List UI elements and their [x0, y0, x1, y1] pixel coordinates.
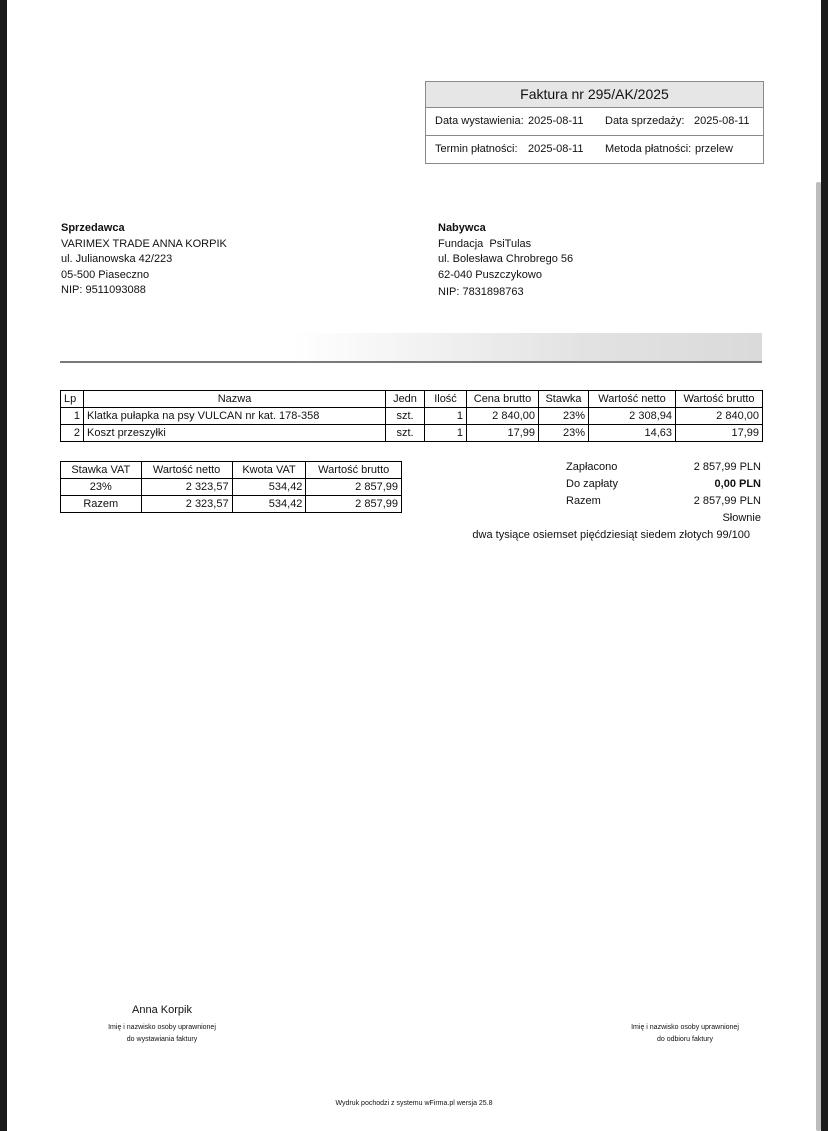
- issuer-signature: [67, 1003, 257, 1046]
- vat-rate: Razem: [61, 496, 142, 513]
- receiver-signature: [590, 1022, 780, 1046]
- payment-row: [426, 135, 763, 163]
- item-gross-value: 2 840,00: [676, 408, 763, 425]
- seller-street: ul. Julianowska 42/223: [61, 253, 173, 265]
- issue-date-value: 2025-08-11: [528, 115, 584, 127]
- col-unit: Jedn: [386, 391, 425, 408]
- vat-tax: 534,42: [232, 496, 306, 513]
- print-footer: Wydruk pochodzi z systemu wFirma.pl wersja 25.8: [335, 1100, 493, 1107]
- section-divider: [60, 333, 762, 363]
- items-header-row: [61, 391, 763, 408]
- item-vat-rate: 23%: [539, 425, 589, 442]
- vat-col-gross: Wartość brutto: [306, 462, 402, 479]
- col-gross-value: Wartość brutto: [676, 391, 763, 408]
- total-value: 2 857,99 PLN: [693, 495, 761, 507]
- vat-col-rate: Stawka VAT: [61, 462, 142, 479]
- vat-col-net: Wartość netto: [141, 462, 232, 479]
- payment-method-value: przelew: [695, 143, 733, 155]
- issuer-caption-line-1: Imię i nazwisko osoby uprawnionej: [108, 1024, 216, 1031]
- col-name: Nazwa: [84, 391, 386, 408]
- issue-date-label: Data wystawienia:: [435, 115, 524, 127]
- vertical-scrollbar[interactable]: [816, 182, 821, 1131]
- item-unit: szt.: [386, 408, 425, 425]
- issuer-name: Anna Korpik: [132, 1004, 192, 1016]
- due-value: 0,00 PLN: [714, 478, 761, 490]
- in-words-value: dwa tysiące osiemset pięćdziesiąt siedem złotych 99/100: [472, 529, 750, 541]
- item-vat-rate: 23%: [539, 408, 589, 425]
- item-net-value: 2 308,94: [589, 408, 676, 425]
- item-gross-price: 17,99: [467, 425, 539, 442]
- total-label: Razem: [566, 495, 601, 507]
- col-net-value: Wartość netto: [589, 391, 676, 408]
- vat-gross: 2 857,99: [306, 479, 402, 496]
- item-lp: 1: [61, 408, 84, 425]
- item-gross-value: 17,99: [676, 425, 763, 442]
- vat-col-tax: Kwota VAT: [232, 462, 306, 479]
- vat-tax: 534,42: [232, 479, 306, 496]
- col-gross-price: Cena brutto: [467, 391, 539, 408]
- payment-method-label: Metoda płatności:: [605, 143, 692, 155]
- table-row: [61, 479, 402, 496]
- receiver-caption-line-2: do odbioru faktury: [656, 1036, 714, 1043]
- invoice-title: Faktura nr 295/AK/2025: [426, 82, 763, 108]
- buyer-nip: NIP: 7831898763: [438, 286, 524, 298]
- buyer-block: [438, 221, 573, 301]
- table-row: [61, 425, 763, 442]
- vat-gross: 2 857,99: [306, 496, 402, 513]
- invoice-header-box: [425, 81, 764, 164]
- item-name: Koszt przeszyłki: [84, 425, 386, 442]
- table-row: [61, 496, 402, 513]
- vat-net: 2 323,57: [141, 496, 232, 513]
- item-gross-price: 2 840,00: [467, 408, 539, 425]
- col-vat-rate: Stawka: [539, 391, 589, 408]
- item-name: Klatka pułapka na psy VULCAN nr kat. 178-358: [84, 408, 386, 425]
- col-qty: Ilość: [425, 391, 467, 408]
- buyer-name: Fundacja PsiTulas: [438, 237, 532, 250]
- item-lp: 2: [61, 425, 84, 442]
- in-words-label: Słownie: [722, 512, 761, 524]
- sale-date-value: 2025-08-11: [694, 115, 750, 127]
- vat-rate: 23%: [61, 479, 142, 496]
- dates-row: [426, 108, 763, 135]
- paid-value: 2 857,99 PLN: [693, 461, 761, 473]
- receiver-caption-line-1: Imię i nazwisko osoby uprawnionej: [631, 1024, 739, 1031]
- sale-date-label: Data sprzedaży:: [605, 115, 685, 127]
- seller-city: 05-500 Piaseczno: [61, 268, 150, 281]
- vat-net: 2 323,57: [141, 479, 232, 496]
- invoice-page: [7, 0, 821, 1131]
- item-qty: 1: [425, 408, 467, 425]
- table-row: [61, 408, 763, 425]
- due-date-value: 2025-08-11: [528, 143, 584, 155]
- paid-label: Zapłacono: [566, 461, 618, 473]
- item-qty: 1: [425, 425, 467, 442]
- items-table: [60, 390, 763, 442]
- buyer-city: 62-040 Puszczykowo: [438, 268, 542, 281]
- due-label: Do zapłaty: [566, 478, 618, 490]
- seller-nip: NIP: 9511093088: [61, 284, 146, 296]
- buyer-street: ul. Bolesława Chrobrego 56: [438, 253, 574, 265]
- seller-block: [61, 221, 227, 299]
- item-unit: szt.: [386, 425, 425, 442]
- seller-heading: Sprzedawca: [61, 222, 125, 234]
- issuer-caption-line-2: do wystawiania faktury: [126, 1036, 198, 1043]
- vat-summary-table: [60, 461, 402, 513]
- vat-header-row: [61, 462, 402, 479]
- buyer-heading: Nabywca: [438, 222, 486, 234]
- item-net-value: 14,63: [589, 425, 676, 442]
- seller-name: VARIMEX TRADE ANNA KORPIK: [61, 237, 227, 250]
- col-lp: Lp: [61, 391, 84, 408]
- due-date-label: Termin płatności:: [435, 143, 518, 155]
